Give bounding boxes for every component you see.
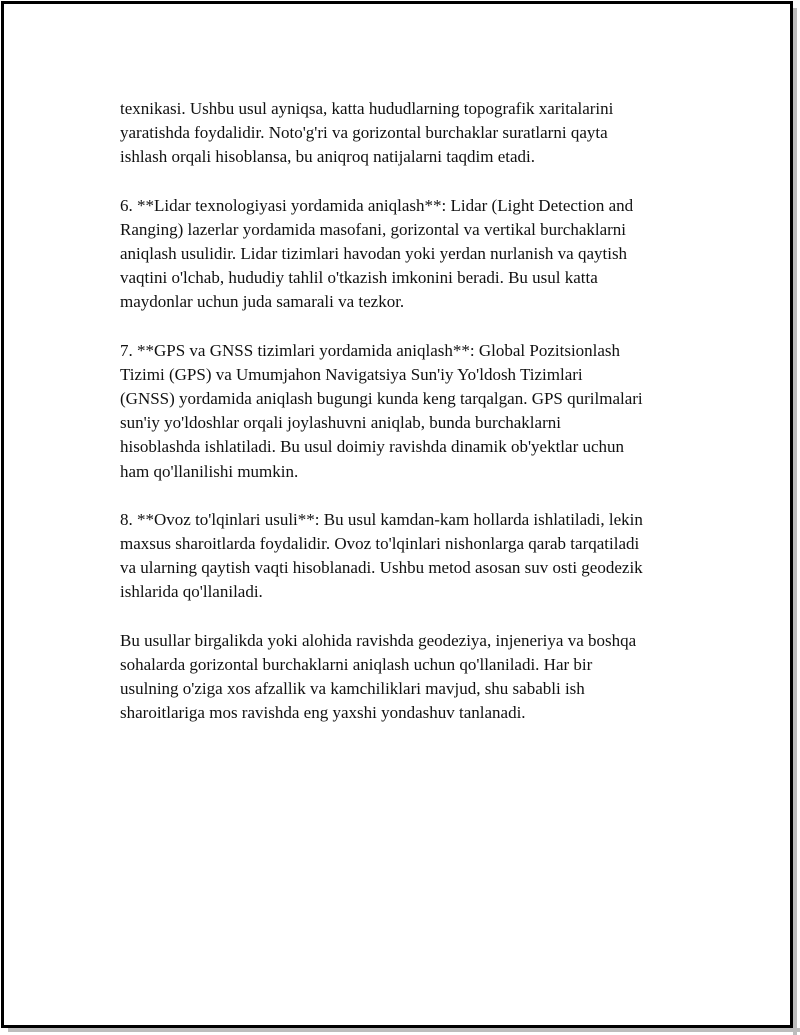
paragraph-gps-gnss-method: 7. **GPS va GNSS tizimlari yordamida aniqlash**: Global Pozitsionlash Tizimi (GPS) va Umumjahon Navigatsiya Sun'iy Yo'ldosh Tizimlari (GNSS) yordamida aniqlash bugungi kunda keng tarqalgan. GPS qurilmalari sun'iy yo'ldoshlar orqali joylashuvni aniqlab, bunda burchaklarni hisoblashda ishlatiladi. Bu usul doimiy ravishda dinamik ob'yektlar uchun ham qo'llanilishi mumkin. xyxy=(120,340,643,481)
paragraph-lidar-method: 6. **Lidar texnologiyasi yordamida aniqlash**: Lidar (Light Detection and Ranging) lazerlar yordamida masofani, gorizontal va vertikal burchaklarni aniqlash usulidir. Lidar tizimlari havodan yoki yerdan nurlanish va qaytish vaqtini o'lchab, hududiy tahlil o'tkazish imkonini beradi. Bu usul katta maydonlar uchun juda samarali va tezkor. xyxy=(120,195,634,312)
paragraph-summary: Bu usullar birgalikda yoki alohida ravishda geodeziya, injeneriya va boshqa sohalarda gorizontal burchaklarni aniqlash uchun qo'llaniladi. Har bir usulning o'ziga xos afzallik va kamchiliklari mavjud, shu sababli ish sharoitlariga mos ravishda eng yaxshi yondashuv tanlanadi. xyxy=(120,630,637,723)
document-page xyxy=(1,1,793,1028)
document-text-body xyxy=(120,97,695,749)
paragraph-sound-wave-method: 8. **Ovoz to'lqinlari usuli**: Bu usul kamdan-kam hollarda ishlatiladi, lekin maxsus sharoitlarda foydalidir. Ovoz to'lqinlari nishonlarga qarab tarqatiladi va ularning qaytish vaqti hisoblanadi. Ushbu metod asosan suv osti geodezik ishlarida qo'llaniladi. xyxy=(120,509,643,602)
paragraph-continuation: texnikasi. Ushbu usul ayniqsa, katta hududlarning topografik xaritalarini yaratishda foydalidir. Noto'g'ri va gorizontal burchaklar suratlarni qayta ishlash orqali hisoblansa, bu aniqroq natijalarni taqdim etadi. xyxy=(120,99,614,167)
